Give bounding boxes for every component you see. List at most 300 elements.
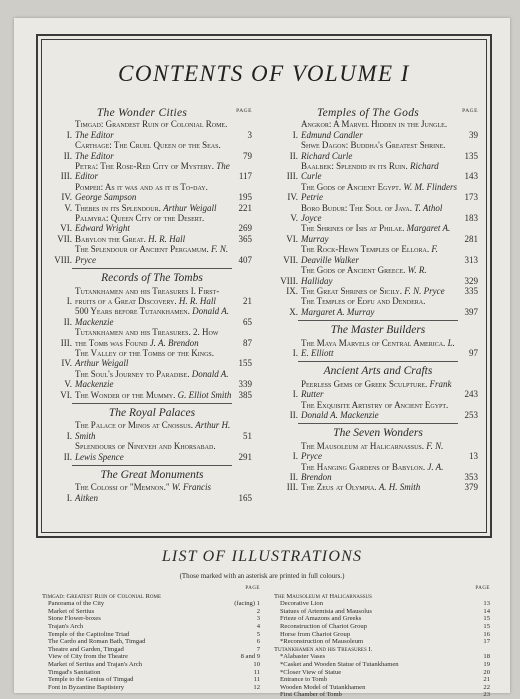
entry-author: H. R. Hall	[148, 233, 186, 244]
entry-author: F. N. Pryce	[301, 440, 444, 462]
entry-author: Edmund Candler	[301, 129, 363, 140]
entry-title: The Soul's Journey to Paradise.	[75, 368, 192, 379]
illustration-caption: Temple of the Capitoline Triad	[48, 630, 130, 638]
entry-author: Donald A. Mackenzie	[75, 368, 229, 390]
contents-entry	[52, 119, 252, 140]
entry-text	[301, 203, 458, 224]
entry-number: I.	[292, 347, 298, 358]
illustration-item	[274, 623, 490, 631]
entry-author: J. A. Brendon	[149, 337, 199, 348]
entry-text	[75, 390, 232, 400]
entry-author: T. Athol Joyce	[301, 202, 443, 224]
entry-title: Angkor: A Marvel Hidden in the Jungle.	[301, 119, 448, 130]
entry-number: I.	[66, 430, 72, 441]
entry-title: The Palace of Minos at Cnossus.	[75, 420, 196, 431]
entry-author: Richard Curle	[301, 150, 353, 161]
entry-title: Shwe Dagon: Buddha's Greatest Shrine.	[301, 140, 446, 151]
illustration-page: 15	[483, 615, 490, 623]
illustration-item	[274, 653, 490, 661]
entry-text	[75, 234, 232, 244]
entry-text	[301, 119, 458, 140]
entry-text	[75, 420, 232, 441]
entry-number: II.	[63, 150, 72, 161]
section-divider	[298, 423, 458, 424]
entry-author: F. N. Pryce	[404, 285, 445, 296]
entry-text	[301, 296, 458, 317]
contents-entry	[52, 348, 252, 369]
entry-title: Tutankhamen and his Treasures I. First-fruits of a Great Discovery.	[75, 285, 220, 306]
illustration-caption: Stone Flower-boxes	[48, 615, 101, 623]
illustration-item	[42, 684, 260, 692]
illustration-caption: Market of Sertius	[48, 607, 95, 615]
entry-text	[75, 244, 232, 265]
contents-entry	[278, 244, 478, 265]
entry-title: Splendours of Nineveh and Khorsabad.	[75, 441, 216, 452]
entry-number: VIII.	[280, 275, 298, 286]
section-heading	[52, 106, 252, 118]
entry-author: Arthur H. Smith	[75, 420, 231, 441]
entry-page: 379	[464, 482, 478, 493]
contents-entry	[278, 338, 478, 359]
contents-entry	[52, 482, 252, 503]
entry-text	[75, 327, 232, 348]
entry-author: Donald A. Mackenzie	[301, 409, 379, 420]
entry-page: 365	[238, 233, 252, 244]
entry-number: V.	[290, 213, 298, 224]
illustration-page: 6	[256, 638, 260, 646]
illustrations-page-label: PAGE	[475, 586, 490, 591]
entry-text	[301, 286, 458, 296]
entry-text	[75, 140, 232, 161]
entry-page: 143	[464, 171, 478, 182]
entry-title: Pompeii: As it was and as it is To-day.	[75, 181, 208, 192]
entry-page: 353	[464, 472, 478, 482]
illustration-page: 17	[483, 638, 490, 646]
contents-entry	[52, 161, 252, 182]
contents-right-column	[278, 104, 478, 493]
entry-text	[301, 379, 458, 400]
entry-author: L. E. Elliott	[301, 337, 455, 358]
contents-left-column	[52, 104, 252, 503]
entry-number: X.	[289, 306, 298, 317]
contents-entry	[52, 244, 252, 265]
illustration-caption: Statues of Artemisia and Mausolus	[280, 607, 372, 615]
illustration-caption: *Closer View of Statue	[280, 668, 342, 676]
entry-number: III.	[286, 171, 298, 182]
page-column-label: PAGE	[236, 108, 252, 114]
illustration-caption: Tutankhamen and his Treasures I.	[274, 645, 373, 653]
entry-author: George Sampson	[75, 192, 137, 203]
entry-number: VI.	[60, 223, 72, 234]
illustration-caption: *Casket and Wooden Statue of Tutankhamen	[280, 660, 399, 668]
illustration-item	[274, 638, 490, 646]
section-title: Ancient Arts and Crafts	[323, 365, 433, 378]
entry-title: The Maya Marvels of Central America.	[301, 337, 448, 348]
illustrations-note: (Those marked with an asterisk are printed in full colours.)	[179, 572, 345, 580]
section-divider	[298, 361, 458, 362]
entry-title: 500 Years before Tutankhamen.	[75, 306, 193, 317]
illustration-page: 11	[253, 668, 260, 676]
entry-number: II.	[289, 409, 298, 420]
contents-entry	[52, 140, 252, 161]
entry-page: 173	[464, 192, 478, 203]
entry-page: 13	[469, 451, 478, 462]
entry-text	[301, 400, 458, 421]
illustration-page: 12	[253, 683, 260, 691]
entry-title: Peerless Gems of Greek Sculpture.	[301, 378, 430, 389]
entry-text	[75, 203, 232, 213]
illustration-group-heading	[274, 593, 490, 601]
entry-text	[75, 348, 232, 369]
entry-title: The Gods of Ancient Egypt.	[301, 181, 404, 192]
entry-text	[301, 265, 458, 286]
entry-author: The Editor	[75, 129, 114, 140]
contents-entry	[278, 296, 478, 317]
illustration-page: 4	[256, 622, 260, 630]
entry-number: I.	[66, 295, 72, 306]
contents-entry	[278, 223, 478, 244]
illustration-item	[42, 676, 260, 684]
entry-author: Margaret A. Murray	[301, 223, 451, 244]
illustrations-title: LIST OF ILLUSTRATIONS	[161, 548, 363, 565]
contents-entry	[278, 182, 478, 203]
page-title: CONTENTS OF VOLUME I	[118, 61, 410, 86]
entry-number: IV.	[287, 192, 298, 203]
entry-title: Palmyra: Queen City of the Desert.	[75, 213, 205, 224]
entry-number: VII.	[283, 254, 298, 265]
illustration-page: 20	[483, 668, 490, 676]
section-divider	[72, 268, 232, 269]
contents-entry	[52, 420, 252, 441]
illustration-item	[42, 669, 260, 677]
entry-text	[75, 119, 232, 140]
entry-number: IV.	[61, 192, 72, 203]
illustration-page: 22	[483, 683, 490, 691]
entry-author: Edward Wright	[75, 223, 130, 234]
contents-entry	[278, 203, 478, 224]
entry-title: The Great Shrines of Sicily.	[301, 285, 405, 296]
illustration-item	[274, 691, 490, 699]
illustration-page: (facing) 1	[234, 600, 260, 608]
contents-entry	[52, 234, 252, 244]
entry-page: 291	[238, 451, 252, 462]
entry-number: I.	[292, 129, 298, 140]
entry-author: Richard Curle	[301, 161, 439, 182]
illustration-item	[274, 608, 490, 616]
illustration-caption: Temple to the Genius of Timgad	[48, 676, 134, 684]
entry-text	[75, 306, 232, 327]
entry-text	[301, 182, 458, 203]
illustration-caption: First Chamber of Tomb	[280, 691, 342, 699]
illustration-item	[42, 661, 260, 669]
illustration-item	[42, 638, 260, 646]
entry-author: The Editor	[75, 150, 114, 161]
entry-page: 195	[238, 192, 252, 203]
entry-page: 313	[464, 254, 478, 265]
entry-page: 397	[464, 306, 478, 317]
entry-number: II.	[289, 150, 298, 161]
entry-text	[75, 161, 232, 182]
entry-title: The Shrines of Isis at Philae.	[301, 223, 407, 234]
illustration-page: 16	[483, 630, 490, 638]
section-heading	[278, 106, 478, 118]
section-title: The Wonder Cities	[96, 107, 188, 119]
contents-entry	[278, 140, 478, 161]
illustration-item	[42, 615, 260, 623]
entry-title: Tutankhamen and his Treasures. 2. How the Tomb was Found	[75, 327, 219, 348]
entry-text	[301, 462, 458, 483]
illustrations-page-label: PAGE	[245, 586, 260, 591]
illustration-page: 11	[253, 676, 260, 684]
contents-entry	[278, 441, 478, 462]
section-title: The Great Monuments	[100, 469, 204, 481]
illustration-item	[274, 676, 490, 684]
entry-page: 165	[238, 492, 252, 503]
illustration-caption: Horse from Chariot Group	[280, 630, 351, 638]
contents-entry	[52, 390, 252, 400]
illustration-page: 3	[256, 615, 260, 623]
entry-author: Lewis Spence	[75, 451, 124, 462]
section-title: The Seven Wonders	[333, 427, 423, 440]
illustration-caption: Frieze of Amazons and Greeks	[280, 615, 362, 623]
entry-number: IV.	[61, 358, 72, 369]
illustration-caption: Font in Byzantine Baptistery	[48, 683, 125, 691]
entry-text	[301, 482, 458, 492]
entry-text	[75, 182, 232, 203]
contents-entry	[278, 119, 478, 140]
illustration-caption: Decorative Lion	[280, 600, 324, 608]
illustration-caption: Wooden Model of Tutankhamen	[280, 683, 366, 691]
illustration-page: 18	[483, 653, 490, 661]
entry-number: I.	[66, 129, 72, 140]
entry-number: VIII.	[54, 254, 72, 265]
contents-entry	[52, 369, 252, 390]
entry-page: 39	[469, 129, 478, 140]
contents-entry	[278, 482, 478, 492]
entry-author: J. A. Brendon	[301, 461, 444, 482]
entry-title: Carthage: The Cruel Queen of the Seas.	[75, 140, 221, 151]
illustration-page: 14	[483, 607, 490, 615]
entry-title: The Hanging Gardens of Babylon.	[301, 461, 428, 472]
entry-page: 221	[238, 202, 252, 213]
entry-title: The Colossi of "Memnon."	[75, 482, 172, 493]
entry-page: 97	[469, 347, 478, 358]
entry-page: 155	[238, 358, 252, 369]
entry-author: W. R. Halliday	[301, 265, 427, 286]
entry-number: II.	[63, 451, 72, 462]
illustration-item	[42, 608, 260, 616]
contents-entry	[52, 203, 252, 213]
illustration-caption: Entrance to Tomb	[280, 676, 328, 684]
illustration-item	[42, 623, 260, 631]
contents-entry	[278, 462, 478, 483]
entry-page: 253	[464, 409, 478, 420]
entry-number: I.	[292, 389, 298, 400]
entry-page: 79	[243, 150, 252, 161]
entry-page: 65	[243, 316, 252, 327]
entry-title: Baalbek: Splendid in its Ruin.	[301, 161, 411, 172]
illustration-caption: Market of Sertius and Trajan's Arch	[48, 660, 143, 668]
entry-title: The Mausoleum at Halicarnassus.	[301, 440, 427, 451]
illustrations-right-column	[274, 585, 490, 699]
contents-entry	[52, 286, 252, 307]
illustration-item	[42, 653, 260, 661]
entry-page: 87	[243, 337, 252, 348]
entry-author: Arthur Weigall	[75, 358, 129, 369]
entry-title: The Rock-Hewn Temples of Ellora.	[301, 244, 432, 255]
entry-number: V.	[64, 379, 72, 390]
illustration-caption: The Cardo and Roman Bath, Timgad	[48, 638, 146, 646]
illustration-page: 19	[483, 660, 490, 668]
illustration-caption: The Mausoleum at Halicarnassus	[274, 592, 372, 600]
section-title: The Master Builders	[330, 324, 426, 337]
entry-title: Thebes in its Splendour.	[75, 202, 164, 213]
illustration-page: 13	[483, 600, 490, 608]
entry-author: Margaret A. Murray	[301, 306, 375, 317]
entry-title: The Wonder of the Mummy.	[75, 389, 178, 400]
illustration-page: 5	[256, 630, 260, 638]
entry-title: The Exquisite Artistry of Ancient Egypt.	[301, 399, 449, 410]
entry-page: 329	[464, 275, 478, 286]
entry-number: VII.	[57, 233, 72, 244]
page-column-label: PAGE	[462, 108, 478, 114]
illustration-item	[274, 661, 490, 669]
entry-text	[301, 140, 458, 161]
entry-title: The Temples of Edfu and Dendera.	[301, 296, 426, 307]
entry-text	[301, 441, 458, 462]
illustration-caption: *Alabaster Vases	[280, 653, 326, 661]
entry-title: Babylon the Great.	[75, 233, 149, 244]
entry-page: 339	[238, 379, 252, 390]
entry-author: F. N. Pryce	[75, 244, 229, 265]
entry-title: The Splendour of Ancient Pergamum.	[75, 244, 212, 255]
contents-entry	[52, 441, 252, 462]
entry-page: 385	[238, 389, 252, 400]
entry-title: Boro Budur: The Soul of Java.	[301, 202, 415, 213]
illustration-group-heading	[274, 646, 490, 654]
illustration-item	[42, 646, 260, 654]
entry-text	[301, 223, 458, 244]
contents-entry	[52, 213, 252, 234]
entry-author: The Editor	[75, 161, 230, 182]
illustration-page: 2	[256, 607, 260, 615]
entry-title: The Zeus at Olympia.	[301, 482, 379, 493]
illustration-caption: Timgad's Sanitation	[48, 668, 101, 676]
entry-page: 183	[464, 213, 478, 224]
entry-text	[75, 369, 232, 390]
entry-page: 3	[247, 129, 252, 140]
entry-number: III.	[60, 337, 72, 348]
illustration-caption: View of City from the Theatre	[48, 653, 128, 661]
section-title: Temples of The Gods	[316, 107, 420, 119]
illustration-item	[42, 631, 260, 639]
entry-number: I.	[292, 451, 298, 462]
contents-entry	[278, 286, 478, 296]
entry-page: 269	[238, 223, 252, 234]
entry-text	[301, 244, 458, 265]
contents-entry	[278, 400, 478, 421]
illustration-page: 10	[253, 660, 260, 668]
illustration-caption: *Reconstruction of Mausoleum	[280, 638, 364, 646]
entry-page: 281	[464, 233, 478, 244]
contents-entry	[278, 379, 478, 400]
section-divider	[72, 403, 232, 404]
entry-number: VI.	[60, 389, 72, 400]
entry-text	[301, 161, 458, 182]
entry-author: A. H. Smith	[378, 482, 421, 493]
section-title: The Royal Palaces	[108, 406, 196, 419]
entry-page: 21	[243, 295, 252, 306]
illustration-page: 23	[483, 691, 490, 699]
entry-author: G. Elliot Smith	[177, 389, 232, 400]
entry-number: II.	[289, 472, 298, 482]
contents-entry	[52, 182, 252, 203]
entry-author: H. R. Hall	[178, 295, 216, 306]
entry-number: VI.	[286, 233, 298, 244]
illustration-item	[42, 600, 260, 608]
entry-number: III.	[60, 171, 72, 182]
entry-author: W. Francis Aitken	[75, 482, 211, 503]
illustration-page: 7	[256, 645, 260, 653]
entry-title: Timgad: Grandest Ruin of Colonial Rome.	[75, 119, 228, 130]
illustration-caption: Trajan's Arch	[48, 622, 84, 630]
entry-page: 117	[238, 171, 252, 182]
entry-author: Donald A. Mackenzie	[75, 306, 229, 327]
section-divider	[298, 320, 458, 321]
illustration-item	[274, 600, 490, 608]
illustration-item	[274, 684, 490, 692]
entry-text	[75, 213, 232, 234]
entry-text	[75, 482, 232, 503]
entry-text	[301, 338, 458, 359]
illustration-group-heading	[42, 593, 260, 601]
entry-number: IX.	[286, 285, 298, 296]
illustrations-left-column	[42, 585, 260, 691]
entry-author: Frank Rutter	[301, 378, 452, 400]
illustration-caption: Panorama of the City	[48, 600, 105, 608]
entry-number: III.	[286, 482, 298, 493]
contents-entry	[278, 161, 478, 182]
contents-entry	[278, 265, 478, 286]
illustration-caption: Timgad: Greatest Ruin of Colonial Rome	[42, 592, 161, 600]
illustration-caption: Reconstruction of Chariot Group	[280, 622, 367, 630]
entry-page: 135	[464, 150, 478, 161]
entry-text	[75, 441, 232, 462]
entry-number: I.	[66, 492, 72, 503]
entry-page: 51	[243, 430, 252, 441]
illustration-item	[274, 669, 490, 677]
illustration-page: 21	[483, 676, 490, 684]
entry-title: The Valley of the Tombs of the Kings.	[75, 347, 215, 358]
section-title: Records of The Tombs	[101, 272, 203, 285]
illustration-page: 15	[483, 622, 490, 630]
illustration-item	[274, 615, 490, 623]
entry-title: Petra: The Rose-Red City of Mystery.	[75, 161, 217, 172]
illustration-caption: Theatre and Garden, Timgad	[48, 645, 124, 653]
contents-entry	[52, 306, 252, 327]
illustration-item	[274, 631, 490, 639]
entry-number: II.	[63, 316, 72, 327]
entry-number: V.	[64, 202, 72, 213]
entry-author: Arthur Weigall	[163, 202, 217, 213]
illustration-page: 8 and 9	[240, 653, 260, 661]
entry-author: F. Deaville Walker	[301, 244, 438, 265]
book-page	[14, 18, 510, 699]
entry-author: W. M. Flinders Petrie	[301, 181, 458, 203]
entry-title: The Gods of Ancient Greece.	[301, 265, 408, 276]
contents-entry	[52, 327, 252, 348]
section-divider	[72, 465, 232, 466]
